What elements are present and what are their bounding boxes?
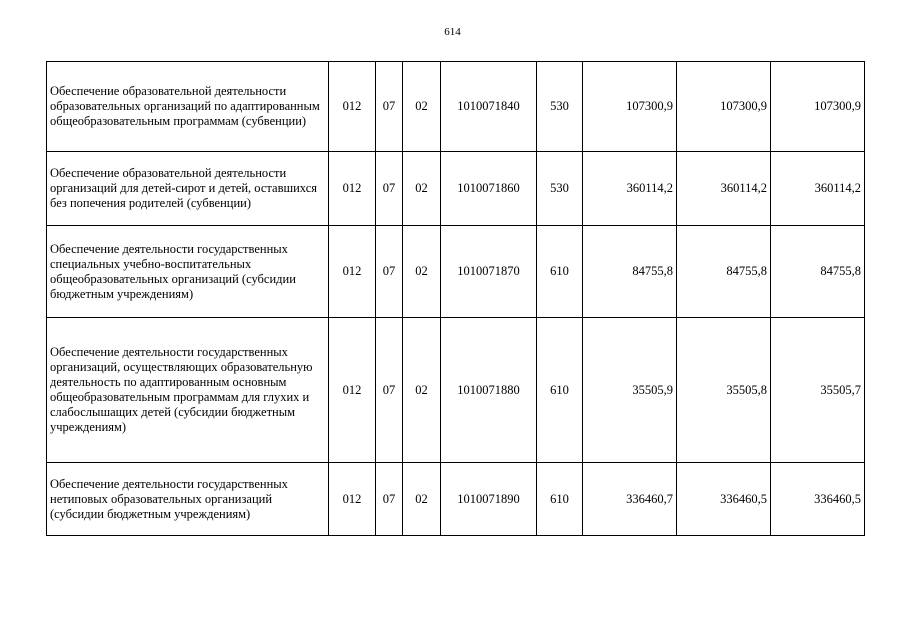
row-description: Обеспечение образовательной деятельности образовательных организаций по адаптированным общеобразовательным программам (субвенции) xyxy=(47,62,329,152)
table-row xyxy=(47,152,865,226)
amount-3: 336460,5 xyxy=(771,463,865,536)
target-article-code: 1010071880 xyxy=(441,318,537,463)
amount-3: 35505,7 xyxy=(771,318,865,463)
section-code: 07 xyxy=(376,226,403,318)
expense-type-code: 610 xyxy=(537,318,583,463)
row-description: Обеспечение деятельности государственных специальных учебно-воспитательных общеобразовательных организаций (субсидии бюджетным учреждениям) xyxy=(47,226,329,318)
section-code: 07 xyxy=(376,318,403,463)
amount-3: 84755,8 xyxy=(771,226,865,318)
subsection-code: 02 xyxy=(403,463,441,536)
page-number: 614 xyxy=(444,26,461,38)
ministry-code: 012 xyxy=(329,463,376,536)
target-article-code: 1010071890 xyxy=(441,463,537,536)
ministry-code: 012 xyxy=(329,226,376,318)
amount-1: 35505,9 xyxy=(583,318,677,463)
subsection-code: 02 xyxy=(403,62,441,152)
section-code: 07 xyxy=(376,152,403,226)
subsection-code: 02 xyxy=(403,226,441,318)
amount-1: 84755,8 xyxy=(583,226,677,318)
section-code: 07 xyxy=(376,62,403,152)
amount-3: 107300,9 xyxy=(771,62,865,152)
section-code: 07 xyxy=(376,463,403,536)
ministry-code: 012 xyxy=(329,318,376,463)
expense-type-code: 530 xyxy=(537,62,583,152)
table-row xyxy=(47,318,865,463)
row-description: Обеспечение образовательной деятельности организаций для детей-сирот и детей, оставшихся без попечения родителей (субвенции) xyxy=(47,152,329,226)
subsection-code: 02 xyxy=(403,152,441,226)
expense-type-code: 610 xyxy=(537,463,583,536)
amount-1: 107300,9 xyxy=(583,62,677,152)
amount-3: 360114,2 xyxy=(771,152,865,226)
budget-table xyxy=(46,61,865,536)
row-description: Обеспечение деятельности государственных нетиповых образовательных организаций (субсидии бюджетным учреждениям) xyxy=(47,463,329,536)
subsection-code: 02 xyxy=(403,318,441,463)
ministry-code: 012 xyxy=(329,152,376,226)
amount-1: 360114,2 xyxy=(583,152,677,226)
target-article-code: 1010071860 xyxy=(441,152,537,226)
amount-2: 360114,2 xyxy=(677,152,771,226)
table-row xyxy=(47,62,865,152)
table-row xyxy=(47,226,865,318)
amount-2: 84755,8 xyxy=(677,226,771,318)
row-description: Обеспечение деятельности государственных организаций, осуществляющих образовательную деятельность по адаптированным основным общеобразовательным программам для глухих и слабослышащих детей (субсидии бюджетным учреждениям) xyxy=(47,318,329,463)
table-row xyxy=(47,463,865,536)
amount-2: 336460,5 xyxy=(677,463,771,536)
amount-2: 35505,8 xyxy=(677,318,771,463)
target-article-code: 1010071870 xyxy=(441,226,537,318)
amount-1: 336460,7 xyxy=(583,463,677,536)
amount-2: 107300,9 xyxy=(677,62,771,152)
target-article-code: 1010071840 xyxy=(441,62,537,152)
ministry-code: 012 xyxy=(329,62,376,152)
expense-type-code: 530 xyxy=(537,152,583,226)
expense-type-code: 610 xyxy=(537,226,583,318)
